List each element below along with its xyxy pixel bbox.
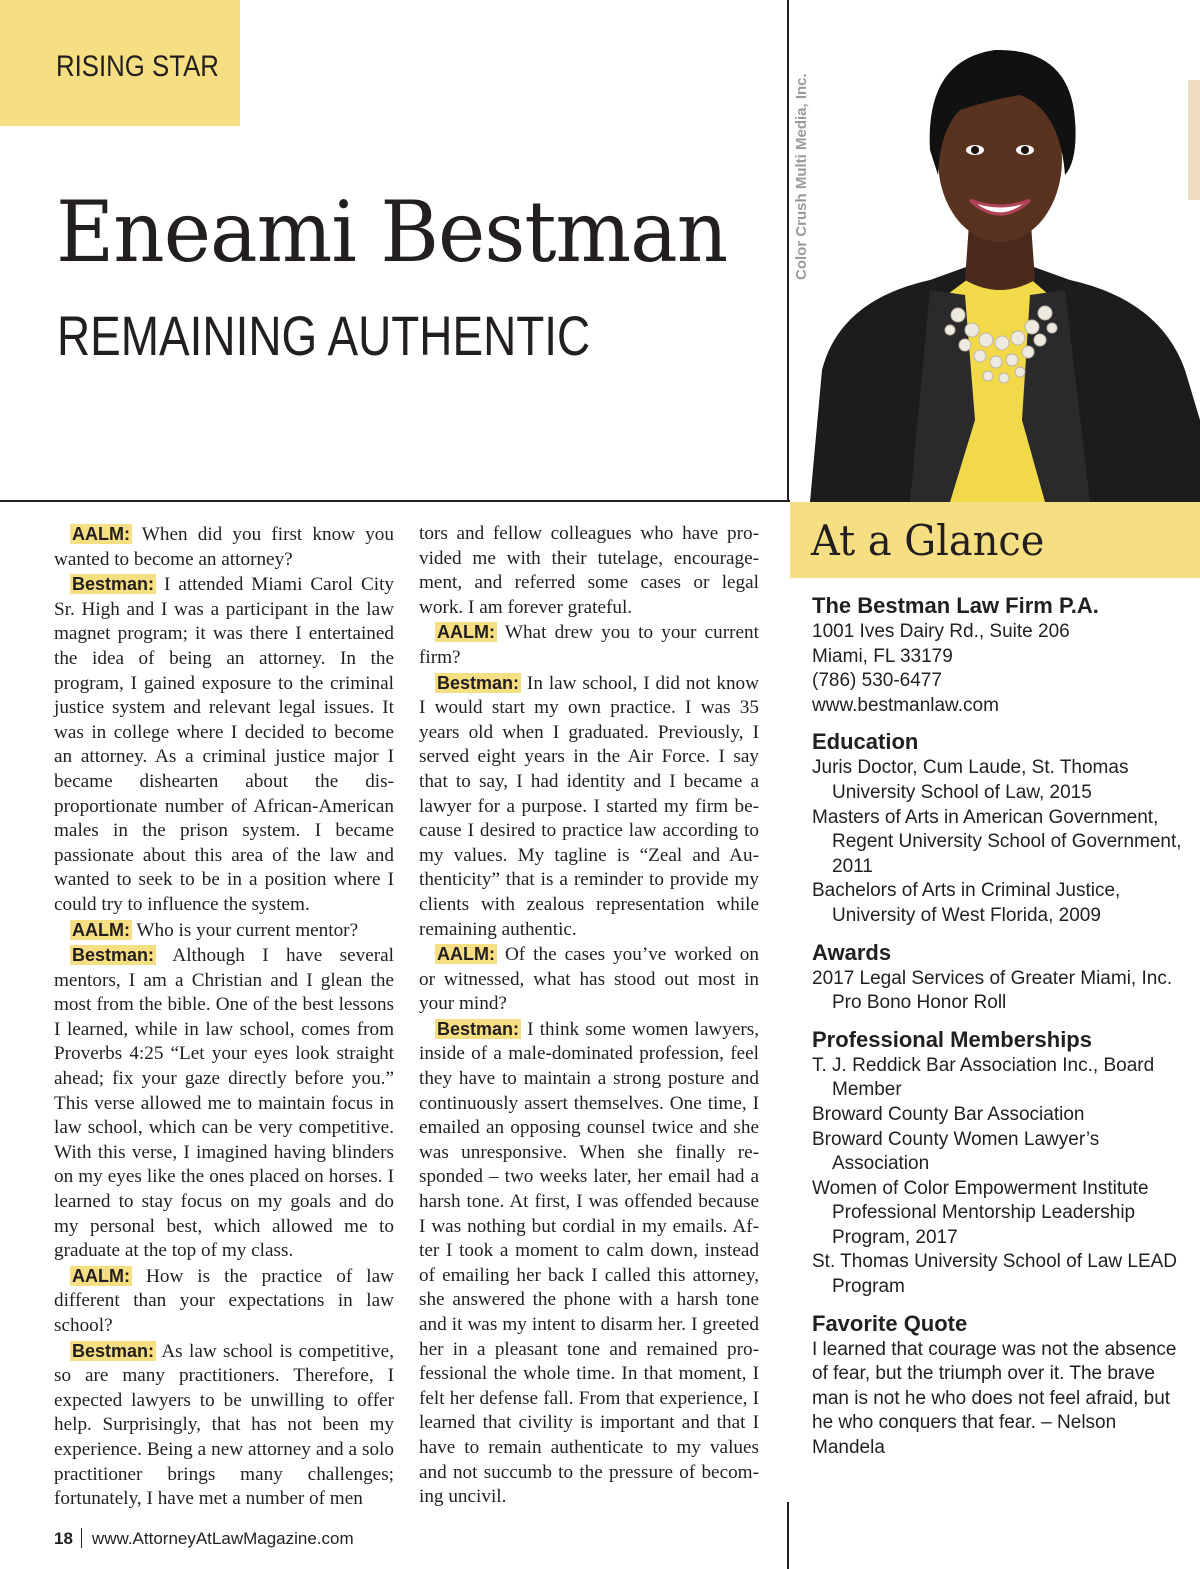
article-title: Eneami Bestman [56, 183, 728, 281]
awards-heading: Awards [812, 939, 892, 965]
article-subtitle: REMAINING AUTHENTIC [57, 304, 591, 367]
paragraph-text: I think some women lawyers, inside of a male-dominated profession, feel they have to maintain a strong posture and continuously assert themselves. One time, I emailed an opposing counsel twice and she was unresponsive. When she finally responded – two weeks later, her email had a harsh tone. At first, I was offended because I was nothing but cordial in my emails. After I took a moment to calm down, instead of emailing her back I called this attorney, she answered the phone with a harsh tone and it was my intent to disarm her. I greeted her in a pleasant tone and remained professional the whole time. In that moment, I felt her defense fall. From that experience, I learned that civility is important and that I have to remain authenticate to my values and not succumb to the pressure of becoming uncivil. [419, 1018, 759, 1508]
interview-paragraph [54, 1339, 394, 1512]
paragraph-text: In law school, I did not know I would start my own practice. I was 35 years old when I graduated. Previously, I served eight years in the Air Force. I say that to say, I had identity and I became a lawyer for a purpose. I started my firm because I desired to practice law according to my values. My tagline is “Zeal and Authenticity” that is a reminder to provide my clients with zealous representation while remaining authentic. [419, 672, 759, 940]
education-item: Bachelors of Arts in Criminal Justice, University of West Florida, 2009 [812, 880, 1121, 926]
paragraph-text: Who is your current mentor? [131, 919, 359, 941]
award-item: 2017 Legal Services of Greater Miami, Inc. Pro Bono Honor Roll [812, 967, 1173, 1014]
interview-paragraph [54, 572, 394, 917]
portrait-photo [790, 0, 1200, 502]
speaker-label: AALM: [72, 524, 130, 544]
section-tag-box [0, 0, 240, 126]
vertical-divider-bottom [787, 1502, 789, 1569]
speaker-label: AALM: [72, 1265, 130, 1286]
at-a-glance-sidebar [790, 502, 1200, 1569]
page-number: 18 [54, 1529, 73, 1548]
footer-separator [81, 1528, 82, 1548]
photo-edge-accent [1188, 80, 1200, 200]
interview-paragraph [419, 620, 759, 670]
speaker-label: AALM: [72, 919, 130, 940]
sidebar-title-band [790, 502, 1200, 578]
membership-item: Broward County Women Lawyer’s Association [812, 1128, 1100, 1175]
interview-column-2 [419, 522, 759, 1510]
membership-item: T. J. Reddick Bar Association Inc., Board Member [812, 1054, 1155, 1101]
paragraph-text: What drew you to your current firm? [419, 622, 759, 668]
interview-paragraph [54, 943, 394, 1264]
speaker-label: AALM: [437, 622, 495, 643]
continued-paragraph: tors and fellow colleagues who have provided me with their tutelage, encouragement, and referred some cases or legal work. I am forever grateful. [419, 523, 759, 618]
firm-address-line-1: 1001 Ives Dairy Rd., Suite 206 [812, 621, 1070, 642]
interview-paragraph [419, 671, 759, 943]
footer-website-link[interactable]: www.AttorneyAtLawMagazine.com [91, 1529, 354, 1548]
interview-paragraph [419, 1017, 759, 1510]
speaker-label: Bestman: [72, 945, 155, 966]
paragraph-text: When did you first know you wanted to become an attorney? [54, 524, 394, 570]
interview-column-1 [54, 522, 394, 1512]
interview-paragraph [54, 522, 394, 572]
speaker-label: Bestman: [72, 1340, 155, 1361]
paragraph-text: How is the practice of law different than your expectations in law school? [54, 1265, 394, 1336]
interview-paragraph [54, 918, 394, 944]
firm-phone: (786) 530-6477 [812, 670, 942, 692]
speaker-label: AALM: [437, 944, 495, 965]
sidebar-title: At a Glance [811, 516, 1045, 565]
vertical-divider-top [787, 0, 789, 502]
memberships-heading: Professional Memberships [812, 1026, 1092, 1052]
paragraph-text: I attended Miami Carol City Sr. High and I was a participant in the law magnet program; it was there I entertained the idea of being an attorney. In the program, I gained exposure to the criminal justice system and relevant legal issues. It was in college where I decided to become an attorney. As a criminal justice major I became dishearten about the disproportionate number of African-American males in the prison system. I became passionate about this area of the law and wanted to seek to be in a position where I could try to influence the system. [54, 574, 394, 915]
page-footer [54, 1528, 354, 1549]
speaker-label: Bestman: [72, 574, 155, 595]
education-item: Juris Doctor, Cum Laude, St. Thomas University School of Law, 2015 [812, 757, 1129, 803]
firm-heading: The Bestman Law Firm P.A. [812, 593, 1099, 618]
membership-item: Women of Color Empowerment Institute Professional Mentorship Leadership Program, 2017 [812, 1177, 1149, 1248]
photo-credit: Color Crush Multi Media, Inc. [793, 73, 810, 280]
interview-paragraph [54, 1264, 394, 1339]
paragraph-text: As law school is competitive, so are many practitioners. Therefore, I expected lawyers to be unwilling to offer help. Surprisingly, that has not been my experience. Being a new attorney and a solo practitioner brings many challenges; fortunately, I have met a number of men [54, 1340, 394, 1510]
education-item: Masters of Arts in American Government, Regent University School of Government, 2011 [812, 806, 1182, 877]
favorite-quote: I learned that courage was not the absence of fear, but the triumph over it. The brave man is not he who does not feel afraid, but he who conquers that fear. – Nelson Mandela [812, 1338, 1177, 1459]
interview-paragraph [419, 942, 759, 1017]
portrait-illustration [790, 0, 1200, 502]
paragraph-text: Although I have several mentors, I am a Christian and I glean the most from the bible. One of the best lessons I learned, while in law school, comes from Proverbs 4:25 “Let your eyes look straight ahead; fix your gaze directly before you.” This verse allowed me to maintain focus in law school, which can be very competitive. With this verse, I imagined having blinders on my eyes like the ones placed on horses. I learned to stay focus on my goals and do my personal best, which allowed me to graduate at the top of my class. [54, 945, 394, 1262]
firm-website: www.bestmanlaw.com [812, 694, 999, 716]
quote-heading: Favorite Quote [812, 1310, 968, 1336]
education-heading: Education [812, 729, 919, 755]
firm-address-line-2: Miami, FL 33179 [812, 645, 953, 667]
paragraph-text: Of the cases you’ve worked on or witnessed, what has stood out most in your mind? [419, 944, 759, 1015]
membership-item: Broward County Bar Association [812, 1103, 1085, 1125]
section-tag: RISING STAR [56, 50, 219, 83]
speaker-label: Bestman: [437, 1018, 520, 1039]
membership-item: St. Thomas University School of Law LEAD Program [812, 1251, 1178, 1298]
horizontal-divider [0, 500, 790, 502]
sidebar-content [812, 592, 1182, 1461]
speaker-label: Bestman: [437, 672, 520, 693]
